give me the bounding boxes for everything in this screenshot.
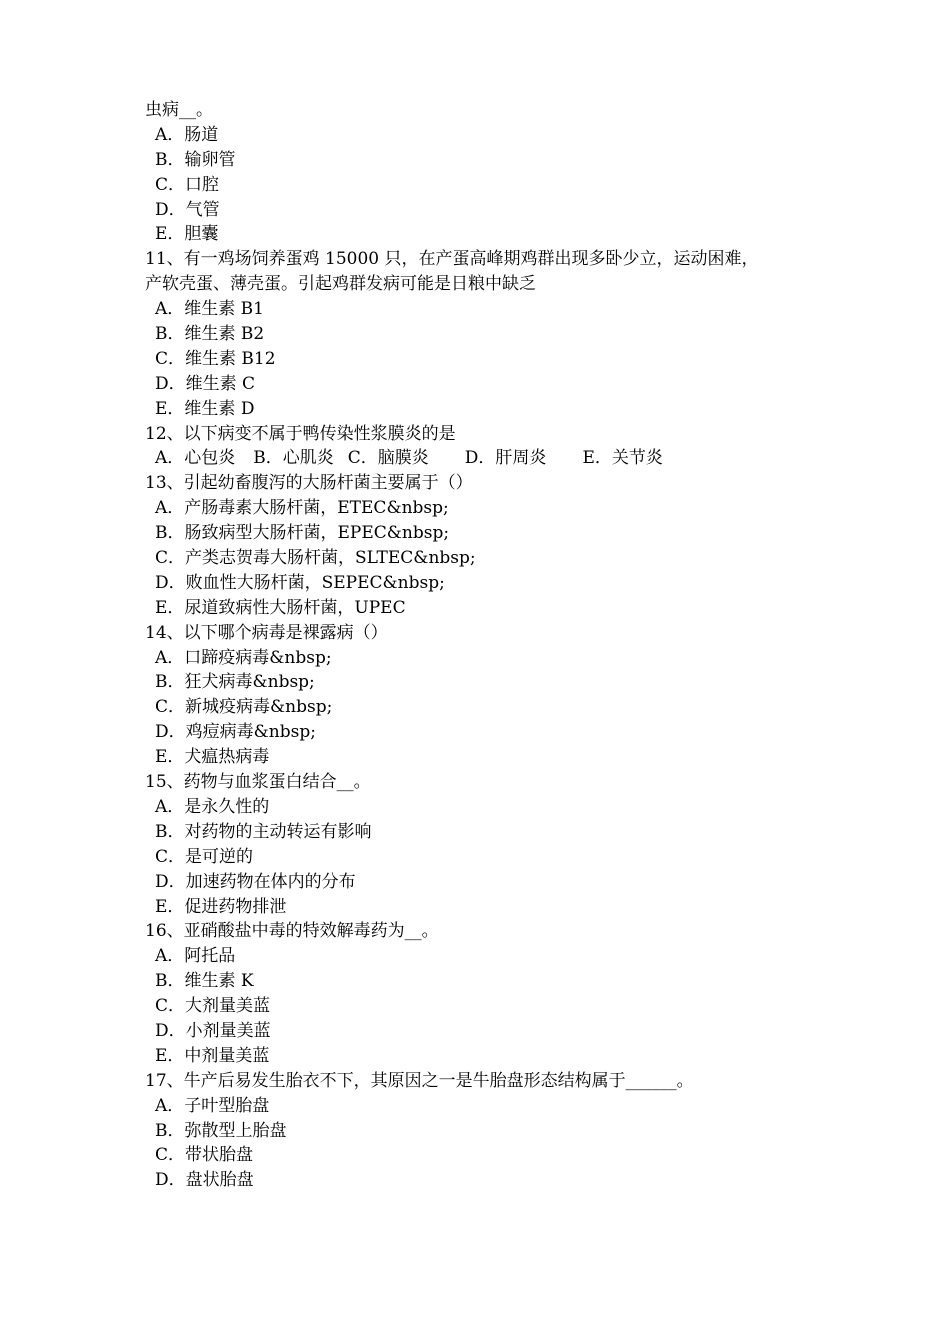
option-d: D．盘状胎盘 — [155, 1170, 254, 1191]
option-a: A．产肠毒素大肠杆菌，ETEC&nbsp; — [155, 498, 449, 519]
option-a: A．维生素 B1 — [155, 299, 264, 320]
option-d: D．败血性大肠杆菌，SEPEC&nbsp; — [155, 572, 445, 593]
option-b: B．心肌炎 — [253, 448, 334, 469]
option-e: E．尿道致病性大肠杆菌，UPEC — [155, 597, 406, 618]
option-d: D．维生素 C — [155, 373, 256, 394]
question-11-stem-line1: 11、有一鸡场饲养蛋鸡 15000 只，在产蛋高峰期鸡群出现多卧少立，运动困难， — [145, 249, 759, 270]
option-e: E．关节炎 — [582, 448, 663, 469]
option-b: B．肠致病型大肠杆菌，EPEC&nbsp; — [155, 523, 450, 544]
option-c: C．维生素 B12 — [155, 348, 276, 369]
option-c: C．大剂量美蓝 — [155, 996, 271, 1017]
question-11-stem-line2: 产软壳蛋、薄壳蛋。引起鸡群发病可能是日粮中缺乏 — [145, 274, 536, 295]
question-15-stem: 15、药物与血浆蛋白结合__。 — [145, 772, 371, 793]
option-b: B．维生素 B2 — [155, 324, 265, 345]
option-e: E．犬瘟热病毒 — [155, 747, 270, 768]
option-d: D．气管 — [155, 199, 220, 220]
option-c: C．脑膜炎 — [347, 448, 429, 469]
option-e: E．促进药物排泄 — [155, 896, 287, 917]
option-a: A．肠道 — [155, 124, 219, 145]
option-b: B．对药物的主动转运有影响 — [155, 821, 372, 842]
option-c: C．新城疫病毒&nbsp; — [155, 697, 333, 718]
option-c: C．产类志贺毒大肠杆菌，SLTEC&nbsp; — [155, 548, 476, 569]
option-b: B．弥散型上胎盘 — [155, 1120, 287, 1141]
option-d: D．鸡痘病毒&nbsp; — [155, 722, 316, 743]
option-c: C．口腔 — [155, 174, 220, 195]
option-d: D．肝周炎 — [464, 448, 547, 469]
option-b: B．狂犬病毒&nbsp; — [155, 672, 315, 693]
question-14-stem: 14、以下哪个病毒是裸露病（） — [145, 622, 388, 643]
option-a: A．阿托品 — [155, 946, 236, 967]
question-17-stem: 17、牛产后易发生胎衣不下，其原因之一是牛胎盘形态结构属于______。 — [145, 1070, 694, 1091]
option-e: E．中剂量美蓝 — [155, 1045, 270, 1066]
question-stem-tail: 虫病__。 — [145, 100, 213, 120]
option-a: A．子叶型胎盘 — [155, 1095, 270, 1116]
option-d: D．加速药物在体内的分布 — [155, 871, 356, 892]
option-c: C．带状胎盘 — [155, 1145, 254, 1166]
option-e: E．胆囊 — [155, 224, 219, 245]
option-a: A．口蹄疫病毒&nbsp; — [155, 647, 332, 668]
question-16-stem: 16、亚硝酸盐中毒的特效解毒药为__。 — [145, 921, 439, 942]
option-b: B．维生素 K — [155, 971, 254, 992]
option-d: D．小剂量美蓝 — [155, 1020, 271, 1041]
option-a: A．心包炎 — [155, 448, 236, 469]
option-e: E．维生素 D — [155, 398, 255, 419]
question-13-stem: 13、引起幼畜腹泻的大肠杆菌主要属于（） — [145, 473, 473, 494]
option-c: C．是可逆的 — [155, 846, 254, 867]
question-12-stem: 12、以下病变不属于鸭传染性浆膜炎的是 — [145, 423, 456, 444]
option-b: B．输卵管 — [155, 149, 236, 170]
question-12-options — [145, 446, 825, 471]
option-a: A．是永久性的 — [155, 796, 270, 817]
exam-content — [145, 98, 825, 1193]
